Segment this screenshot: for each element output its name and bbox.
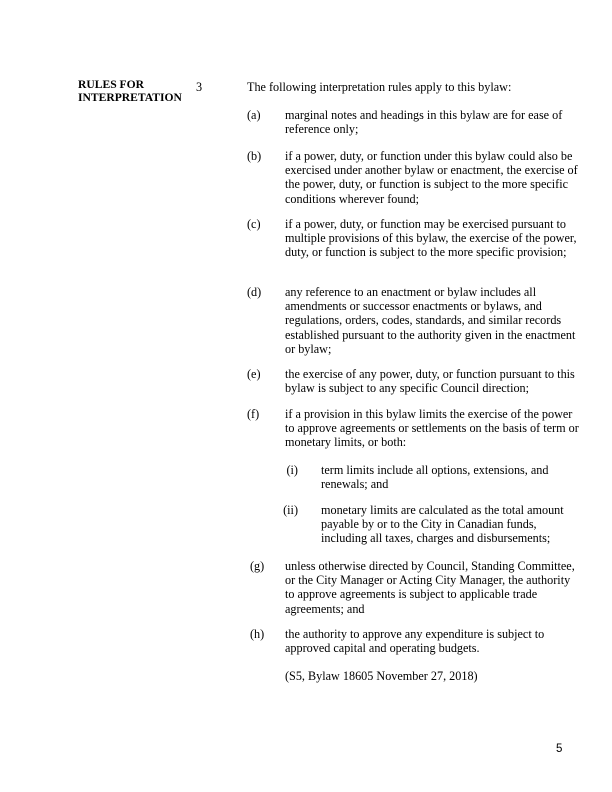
- rule-text-d: any reference to an enactment or bylaw includes all amendments or successor enactments or bylaws, and regulations, orders, codes, standards, and similar records established pursuant to the authority given in the enactment or bylaw;: [285, 285, 576, 356]
- rule-label-a: (a): [247, 108, 261, 122]
- rule-text-h: the authority to approve any expenditure is subject to approved capital and operating budgets.: [285, 627, 545, 656]
- rule-label-d: (d): [247, 285, 262, 299]
- rule-label-e: (e): [247, 367, 261, 381]
- subrule-label-i: (i): [286, 463, 298, 477]
- rule-text-f: if a provision in this bylaw limits the exercise of the power to approve agreements or settlements on the basis of term or monetary limits, or both:: [285, 407, 579, 450]
- rule-label-f: (f): [247, 407, 260, 421]
- rule-label-h: (h): [250, 627, 265, 641]
- rule-label-g: (g): [250, 559, 265, 573]
- amendment-note: (S5, Bylaw 18605 November 27, 2018): [285, 669, 478, 683]
- subrule-text-i: term limits include all options, extensions, and renewals; and: [321, 463, 549, 492]
- section-number: 3: [196, 80, 203, 94]
- rule-text-b: if a power, duty, or function under this bylaw could also be exercised under another bylaw or enactment, the exercise of the power, duty, or function is subject to the more specific conditions wherever found;: [285, 149, 578, 206]
- rule-label-b: (b): [247, 149, 262, 163]
- section-intro: The following interpretation rules apply to this bylaw:: [247, 80, 512, 94]
- section-heading: RULES FOR INTERPRETATION: [78, 78, 182, 105]
- subrule-text-ii: monetary limits are calculated as the total amount payable by or to the City in Canadian funds, including all taxes, charges and disbursements;: [321, 503, 564, 546]
- page-number: 5: [556, 743, 563, 755]
- subrule-label-ii: (ii): [283, 503, 298, 517]
- rule-text-a: marginal notes and headings in this bylaw are for ease of reference only;: [285, 108, 563, 137]
- rule-text-g: unless otherwise directed by Council, Standing Committee, or the City Manager or Acting City Manager, the authority to approve agreements is subject to applicable trade agreements; and: [285, 559, 575, 616]
- rule-label-c: (c): [247, 217, 261, 231]
- rule-text-c: if a power, duty, or function may be exercised pursuant to multiple provisions of this bylaw, the exercise of the power, duty, or function is subject to the more specific provision;: [285, 217, 577, 260]
- rule-text-e: the exercise of any power, duty, or function pursuant to this bylaw is subject to any specific Council direction;: [285, 367, 575, 396]
